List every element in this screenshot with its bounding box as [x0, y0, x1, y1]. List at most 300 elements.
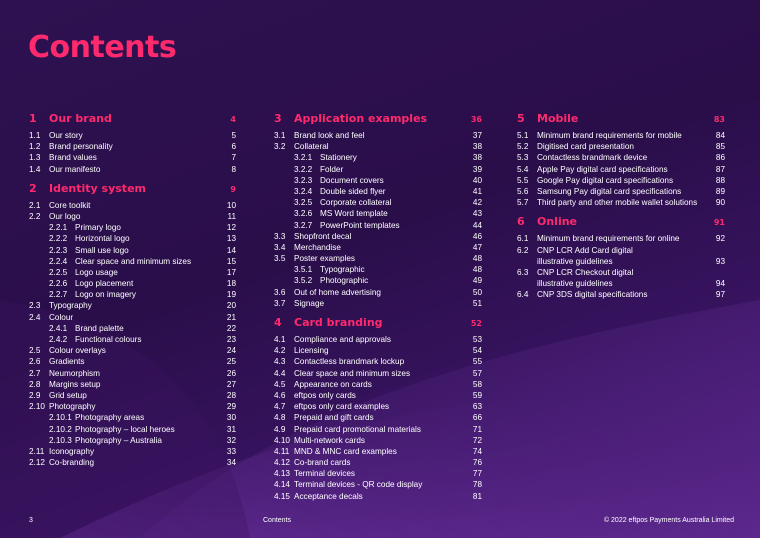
entry-page: 30: [226, 413, 236, 423]
entry-title: Logo on imagery: [75, 290, 136, 300]
entry-page: 38: [472, 153, 482, 163]
toc-entry[interactable]: [274, 356, 482, 367]
entry-number: 2.2.1: [49, 223, 68, 233]
entry-title: Shopfront decal: [294, 231, 352, 241]
entry-number: 4.13: [274, 469, 290, 479]
entry-number: 2.2.6: [49, 279, 68, 289]
entry-number: 2.10.2: [49, 424, 72, 434]
entry-page: 7: [231, 153, 236, 163]
toc-entry[interactable]: [29, 141, 236, 152]
toc-entry[interactable]: [274, 220, 482, 231]
entry-page: 46: [472, 231, 482, 241]
entry-page: 76: [472, 458, 482, 468]
entry-page: 20: [226, 301, 236, 311]
entry-number: 2.9: [29, 390, 41, 400]
toc-entry[interactable]: [274, 231, 482, 242]
toc-entry[interactable]: [29, 152, 236, 163]
entry-page: 13: [226, 234, 236, 244]
entry-number: 1.1: [29, 131, 41, 140]
entry-page: 48: [472, 254, 482, 264]
entry-number: 2.4.2: [49, 335, 68, 344]
entry-page: 81: [472, 491, 482, 501]
toc-entry[interactable]: [517, 141, 725, 152]
entry-number: 3.6: [274, 287, 286, 297]
toc-entry[interactable]: [517, 289, 725, 300]
toc-entry[interactable]: [274, 141, 482, 152]
toc-entry[interactable]: [29, 356, 236, 367]
entry-title: Appearance on cards: [294, 379, 372, 389]
entry-number: 6.1: [517, 234, 529, 244]
entry-number: 2.10.1: [49, 413, 72, 423]
toc-entry[interactable]: [29, 446, 236, 457]
toc-entry[interactable]: [274, 175, 482, 186]
entry-number: 5.3: [517, 153, 529, 163]
entry-number: 4.15: [274, 491, 290, 501]
entry-title: Colour: [49, 312, 74, 322]
entry-title: Merchandise: [294, 242, 341, 252]
entry-page: 40: [472, 175, 482, 185]
entry-title: Photography areas: [75, 413, 145, 423]
entry-page: 41: [472, 186, 482, 196]
toc-entry[interactable]: [274, 345, 482, 356]
section-title: Identity system: [49, 181, 146, 195]
entry-page: 25: [226, 357, 236, 367]
entry-title: Core toolkit: [49, 200, 91, 210]
entry-number: 2.2.5: [49, 267, 68, 277]
entry-page: 66: [472, 413, 482, 423]
section-number: 6: [517, 215, 525, 229]
entry-number: 2.11: [29, 446, 45, 456]
entry-title: illustrative guidelines: [537, 256, 613, 266]
entry-number: 4.1: [274, 335, 286, 344]
entry-page: 31: [226, 424, 236, 434]
entry-page: 37: [472, 131, 482, 140]
entry-title: Gradients: [49, 357, 85, 367]
entry-title: Signage: [294, 298, 325, 308]
entry-number: 3.5: [274, 254, 286, 264]
entry-title: PowerPoint templates: [320, 220, 400, 230]
section-number: 5: [517, 112, 525, 125]
toc-entry[interactable]: [29, 222, 236, 233]
entry-number: 3.1: [274, 131, 286, 140]
entry-page: 29: [226, 402, 236, 412]
entry-title: Our story: [49, 131, 83, 140]
entry-page: 77: [472, 469, 482, 479]
entry-number: 4.8: [274, 413, 286, 423]
toc-entry[interactable]: [29, 267, 236, 278]
toc-entry[interactable]: [274, 242, 482, 253]
entry-page: 17: [226, 267, 236, 277]
entry-number: 2.12: [29, 458, 45, 468]
entry-title: Prepaid and gift cards: [294, 413, 374, 423]
entry-number: 2.3: [29, 301, 41, 311]
section-page: 4: [230, 115, 236, 124]
section-heading[interactable]: [274, 113, 482, 127]
entry-number: 2.10.3: [49, 435, 72, 445]
entry-number: 4.4: [274, 368, 286, 378]
toc-entry[interactable]: [517, 256, 725, 267]
toc-entry[interactable]: [29, 323, 236, 334]
entry-number: 3.5.2: [294, 276, 313, 286]
section-heading[interactable]: [274, 317, 482, 331]
entry-number: 1.2: [29, 142, 41, 152]
entry-page: 22: [226, 323, 236, 333]
entry-page: 44: [472, 220, 482, 230]
entry-title: Colour overlays: [49, 346, 106, 356]
entry-number: 3.2.4: [294, 186, 313, 196]
entry-title: Typographic: [320, 265, 365, 275]
toc-entry[interactable]: [29, 368, 236, 379]
section-number: 1: [29, 112, 37, 125]
entry-page: 86: [715, 153, 725, 163]
toc-entry[interactable]: [29, 345, 236, 356]
entry-page: 21: [226, 312, 236, 322]
toc-entry[interactable]: [274, 424, 482, 435]
toc-entry[interactable]: [274, 390, 482, 401]
section-number: 3: [274, 112, 282, 125]
entry-page: 12: [226, 223, 236, 233]
entry-number: 4.14: [274, 480, 290, 490]
toc-entry[interactable]: [29, 256, 236, 267]
toc-entry[interactable]: [517, 175, 725, 186]
entry-title: Horizontal logo: [75, 234, 130, 244]
toc-entry[interactable]: [274, 264, 482, 275]
toc-entry[interactable]: [517, 130, 725, 141]
entry-number: 3.2.3: [294, 175, 313, 185]
entry-title: Brand values: [49, 153, 97, 163]
entry-number: 2.1: [29, 200, 41, 210]
entry-title: Typography: [49, 301, 92, 311]
entry-page: 26: [226, 368, 236, 378]
page-title: Contents: [28, 30, 177, 65]
toc-entry[interactable]: [517, 164, 725, 175]
entry-title: Licensing: [294, 346, 329, 356]
entry-title: Out of home advertising: [294, 287, 381, 297]
toc-entry[interactable]: [517, 152, 725, 163]
toc-entry[interactable]: [274, 152, 482, 163]
entry-page: 74: [472, 446, 482, 456]
entry-title: Primary logo: [75, 223, 121, 233]
section-page: 36: [470, 115, 482, 124]
entry-title: Prepaid card promotional materials: [294, 424, 421, 434]
entry-title: Margins setup: [49, 379, 101, 389]
entry-title: Apple Pay digital card specifications: [537, 164, 668, 174]
toc-entry[interactable]: [517, 197, 725, 208]
toc-entry[interactable]: [274, 253, 482, 264]
toc-column-3: [517, 111, 725, 300]
section-number: 2: [29, 181, 37, 195]
entry-page: 57: [472, 368, 482, 378]
toc-entry[interactable]: [274, 208, 482, 219]
entry-title: Terminal devices - QR code display: [294, 480, 423, 490]
entry-number: 5.2: [517, 142, 529, 152]
entry-number: 4.10: [274, 435, 290, 445]
entry-number: 5.5: [517, 175, 529, 185]
toc-entry[interactable]: [29, 130, 236, 141]
entry-page: 19: [226, 290, 236, 300]
toc-entry[interactable]: [274, 457, 482, 468]
entry-number: 1.4: [29, 164, 41, 174]
entry-number: 3.2.2: [294, 164, 313, 174]
entry-number: 2.2.3: [49, 245, 68, 255]
entry-title: eftpos only card examples: [294, 402, 390, 412]
entry-title: Co-brand cards: [294, 458, 351, 468]
section-page: 91: [713, 218, 725, 228]
entry-page: 5: [231, 131, 236, 140]
toc-entry[interactable]: [29, 334, 236, 345]
entry-page: 34: [226, 458, 236, 468]
toc-entry[interactable]: [274, 435, 482, 446]
toc-entry[interactable]: [274, 412, 482, 423]
entry-title: Acceptance decals: [294, 491, 363, 501]
entry-page: 97: [715, 290, 725, 300]
entry-page: 58: [472, 379, 482, 389]
toc-entry[interactable]: [29, 390, 236, 401]
entry-page: 38: [472, 142, 482, 152]
entry-number: 5.6: [517, 186, 529, 196]
entry-title: Small use logo: [75, 245, 129, 255]
entry-title: Our logo: [49, 211, 81, 221]
entry-number: 3.7: [274, 298, 286, 308]
entry-page: 50: [472, 287, 482, 297]
entry-page: 43: [472, 209, 482, 219]
toc-entry[interactable]: [274, 197, 482, 208]
entry-number: 2.2.2: [49, 234, 68, 244]
entry-title: Iconography: [49, 446, 95, 456]
entry-title: Logo usage: [75, 267, 118, 277]
toc-entry[interactable]: [274, 287, 482, 298]
entry-title: Functional colours: [75, 335, 142, 344]
entry-page: 72: [472, 435, 482, 445]
entry-page: 94: [715, 279, 725, 289]
entry-title: CNP LCR Add Card digital: [537, 245, 633, 255]
entry-title: Corporate collateral: [320, 198, 392, 208]
entry-title: illustrative guidelines: [537, 279, 613, 289]
entry-number: 3.3: [274, 231, 286, 241]
entry-number: 2.2.4: [49, 256, 68, 266]
entry-number: 5.4: [517, 164, 529, 174]
entry-page: 89: [715, 186, 725, 196]
toc-entry[interactable]: [29, 435, 236, 446]
entry-page: 93: [715, 256, 725, 266]
footer-copyright: © 2022 eftpos Payments Australia Limited: [603, 517, 734, 524]
entry-title: Folder: [320, 164, 344, 174]
entry-page: 92: [715, 234, 725, 244]
toc-entry[interactable]: [29, 312, 236, 323]
entry-number: 2.2: [29, 211, 41, 221]
section-heading[interactable]: [29, 183, 236, 197]
entry-title: Samsung Pay digital card specifications: [537, 186, 682, 196]
entry-title: Multi-network cards: [294, 435, 365, 445]
section-title: Online: [537, 215, 578, 229]
toc-entry[interactable]: [274, 479, 482, 490]
entry-page: 11: [227, 211, 236, 221]
entry-number: [517, 256, 537, 267]
toc-entry[interactable]: [29, 300, 236, 311]
toc-entry[interactable]: [274, 491, 482, 502]
entry-number: 4.5: [274, 379, 286, 389]
entry-title: Co-branding: [49, 458, 95, 468]
entry-number: 2.4.1: [49, 323, 68, 333]
toc-entry[interactable]: [29, 211, 236, 222]
entry-page: 63: [472, 402, 482, 412]
entry-title: Logo placement: [75, 279, 134, 289]
section-page: 9: [230, 184, 236, 194]
entry-title: Contactless brandmark device: [537, 153, 648, 163]
section-title: Application examples: [294, 112, 428, 125]
entry-title: Brand look and feel: [294, 131, 365, 140]
toc-entry[interactable]: [29, 164, 236, 175]
entry-title: Photographic: [320, 276, 369, 286]
toc-entry[interactable]: [29, 379, 236, 390]
entry-number: 4.3: [274, 357, 286, 367]
entry-number: 3.4: [274, 242, 286, 252]
entry-title: Clear space and minimum sizes: [294, 368, 411, 378]
entry-page: 49: [472, 276, 482, 286]
entry-page: 15: [226, 256, 236, 266]
entry-number: 3.2.6: [294, 209, 313, 219]
entry-page: 23: [226, 335, 236, 344]
entry-number: 3.5.1: [294, 265, 313, 275]
entry-title: Google Pay digital card specifications: [537, 175, 674, 185]
section-heading[interactable]: [517, 113, 725, 127]
entry-title: Grid setup: [49, 390, 87, 400]
entry-number: 6.3: [517, 267, 529, 277]
toc-entry[interactable]: [517, 278, 725, 289]
section-title: Card branding: [294, 316, 383, 329]
section-number: 4: [274, 316, 282, 329]
entry-title: CNP LCR Checkout digital: [537, 267, 634, 277]
entry-page: 14: [226, 245, 236, 255]
toc-entry[interactable]: [274, 130, 482, 141]
entry-page: 32: [226, 435, 236, 445]
entry-page: 18: [226, 279, 236, 289]
entry-page: 51: [472, 298, 482, 308]
entry-page: 53: [472, 335, 482, 344]
entry-page: 10: [226, 200, 236, 210]
toc-entry[interactable]: [274, 368, 482, 379]
entry-title: eftpos only cards: [294, 390, 356, 400]
entry-title: Clear space and minimum sizes: [75, 256, 192, 266]
section-heading[interactable]: [29, 113, 236, 127]
entry-title: MS Word template: [320, 209, 388, 219]
entry-page: 59: [472, 390, 482, 400]
entry-page: 78: [472, 480, 482, 490]
entry-title: Minimum brand requirements for online: [537, 234, 680, 244]
entry-number: 4.6: [274, 390, 286, 400]
toc-entry[interactable]: [517, 186, 725, 197]
entry-number: 2.7: [29, 368, 41, 378]
toc-entry[interactable]: [274, 446, 482, 457]
toc-entry[interactable]: [274, 379, 482, 390]
toc-entry[interactable]: [29, 401, 236, 412]
entry-number: 3.2.1: [294, 153, 313, 163]
entry-title: Photography – local heroes: [75, 424, 175, 434]
entry-page: 28: [226, 390, 236, 400]
toc-entry[interactable]: [517, 233, 725, 244]
toc-entry[interactable]: [517, 245, 725, 256]
entry-title: Third party and other mobile wallet solutions: [537, 198, 698, 208]
toc-entry[interactable]: [274, 401, 482, 412]
toc-entry[interactable]: [274, 298, 482, 309]
entry-page: 84: [715, 131, 725, 140]
toc-entry[interactable]: [274, 164, 482, 175]
section-page: 52: [470, 319, 482, 328]
toc-entry[interactable]: [29, 289, 236, 300]
entry-title: Double sided flyer: [320, 186, 386, 196]
section-title: Mobile: [537, 112, 579, 125]
entry-number: 6.2: [517, 245, 529, 255]
entry-number: 3.2: [274, 142, 286, 152]
toc-entry[interactable]: [29, 233, 236, 244]
entry-title: Minimum brand requirements for mobile: [537, 131, 682, 140]
entry-number: 1.3: [29, 153, 41, 163]
toc-entry[interactable]: [29, 245, 236, 256]
entry-page: 85: [715, 142, 725, 152]
entry-page: 88: [715, 175, 725, 185]
toc-entry[interactable]: [29, 412, 236, 423]
entry-number: 2.10: [29, 402, 45, 412]
entry-number: 4.7: [274, 402, 286, 412]
entry-number: 2.2.7: [49, 290, 68, 300]
entry-page: 33: [226, 446, 236, 456]
entry-number: 2.6: [29, 357, 41, 367]
entry-number: 4.12: [274, 458, 290, 468]
entry-title: Terminal devices: [294, 469, 355, 479]
entry-page: 54: [472, 346, 482, 356]
entry-number: 6.4: [517, 290, 529, 300]
entry-number: [517, 278, 537, 289]
toc-column-1: [29, 111, 236, 468]
toc-entry[interactable]: [274, 275, 482, 286]
entry-page: 24: [226, 346, 236, 356]
section-heading[interactable]: [517, 216, 725, 230]
entry-title: Our manifesto: [49, 164, 101, 174]
toc-entry[interactable]: [274, 186, 482, 197]
entry-page: 87: [715, 164, 725, 174]
entry-title: Contactless brandmark lockup: [294, 357, 405, 367]
entry-number: 5.1: [517, 131, 529, 140]
entry-title: CNP 3DS digital specifications: [537, 290, 648, 300]
toc-entry[interactable]: [517, 267, 725, 278]
toc-entry[interactable]: [29, 200, 236, 211]
entry-title: Collateral: [294, 142, 329, 152]
entry-number: 3.2.5: [294, 198, 313, 208]
section-title: Our brand: [49, 112, 112, 125]
section-page: 83: [713, 115, 725, 124]
entry-page: 8: [231, 164, 236, 174]
toc-entry[interactable]: [29, 457, 236, 468]
entry-title: Brand palette: [75, 323, 124, 333]
entry-title: Stationery: [320, 153, 357, 163]
toc-entry[interactable]: [29, 424, 236, 435]
entry-page: 48: [472, 265, 482, 275]
toc-entry[interactable]: [29, 278, 236, 289]
entry-title: Compliance and approvals: [294, 335, 391, 344]
entry-page: [709, 267, 725, 278]
toc-entry[interactable]: [274, 334, 482, 345]
toc-entry[interactable]: [274, 468, 482, 479]
entry-page: [709, 245, 725, 256]
entry-page: 71: [472, 424, 482, 434]
entry-page: 27: [226, 379, 236, 389]
entry-number: 2.8: [29, 379, 41, 389]
entry-page: 47: [472, 242, 482, 252]
entry-title: Poster examples: [294, 254, 355, 264]
entry-page: 55: [472, 357, 482, 367]
entry-title: Document covers: [320, 175, 384, 185]
entry-page: 42: [472, 198, 482, 208]
